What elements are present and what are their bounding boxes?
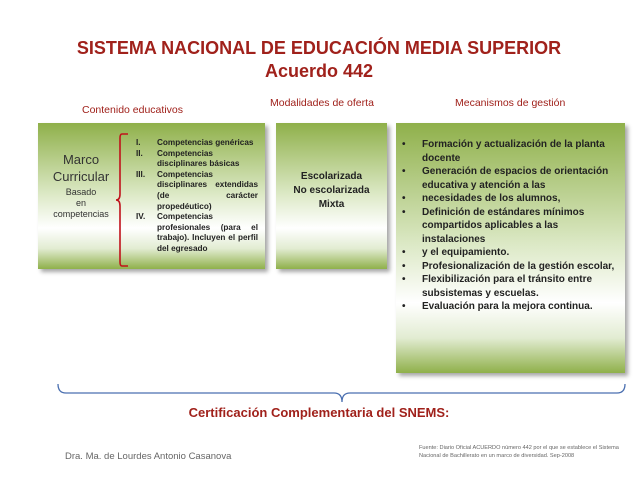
list-item-number: II. — [136, 148, 143, 158]
bullet-icon: • — [402, 193, 406, 204]
header-modalidades: Modalidades de oferta — [270, 97, 374, 109]
list-item-number: III. — [136, 169, 146, 179]
bullet-item — [402, 300, 620, 314]
list-item-number: I. — [136, 138, 141, 147]
bullet-icon: • — [402, 274, 406, 285]
bullet-icon: • — [402, 139, 406, 150]
bullet-icon: • — [402, 260, 406, 272]
bullet-icon: • — [402, 247, 406, 258]
bottom-brace-icon — [56, 382, 627, 406]
list-item — [136, 138, 258, 149]
list-item — [136, 149, 258, 170]
list-item-text: Competencias profesionales (para el trabajo). Incluyen el perfil del egresado — [157, 212, 258, 253]
bullet-item — [402, 246, 620, 260]
bullet-item — [402, 192, 620, 206]
list-item — [136, 212, 258, 254]
bullet-item — [402, 260, 620, 274]
source-note: Fuente: Diario Oficial ACUERDO número 442 por el que se establece el Sistema Nacional de Bachillerato en un marco de diversidad. Sep-2008 — [419, 445, 619, 459]
subtitle: Acuerdo 442 — [264, 61, 374, 81]
bullet-icon: • — [402, 166, 406, 177]
bullet-text: Formación y actualización de la planta docente — [422, 139, 605, 164]
list-item-text: Competencias disciplinares extendidas (de carácter propedéutico) — [157, 169, 258, 211]
bullet-text: necesidades de los alumnos, — [422, 193, 561, 204]
marco-label-line1: Marco — [62, 152, 100, 167]
bullet-text: Evaluación para la mejora continua. — [422, 301, 593, 312]
bullet-text: Definición de estándares mínimos compartidos aplicables a las instalaciones — [422, 206, 585, 245]
bullet-icon: • — [402, 206, 406, 218]
basado-line: competencias — [53, 209, 109, 219]
header-mecanismos: Mecanismos de gestión — [455, 97, 566, 109]
certificacion-title: Certificación Complementaria del SNEMS: — [188, 405, 450, 420]
list-item — [136, 170, 258, 212]
author-credit: Dra. Ma. de Lourdes Antonio Casanova — [65, 451, 232, 462]
main-title: SISTEMA NACIONAL DE EDUCACIÓN MEDIA SUPERIOR — [76, 38, 562, 58]
list-item-number: IV. — [136, 212, 146, 222]
marco-label-line2: Curricular — [52, 169, 110, 184]
bullet-text: Profesionalización de la gestión escolar, — [422, 260, 615, 272]
header-contenido: Contenido educativos — [82, 104, 183, 116]
bullet-icon: • — [402, 301, 406, 312]
mecanismos-list — [402, 138, 620, 314]
bullet-item — [402, 273, 620, 300]
list-item-text: Competencias disciplinares básicas — [157, 148, 240, 169]
bullet-text: Generación de espacios de orientación educativa y atención a las — [422, 166, 609, 191]
bullet-text: Flexibilización para el tránsito entre subsistemas y escuelas. — [422, 274, 593, 299]
modalidad-item: Escolarizada — [300, 171, 363, 182]
modalidad-item: Mixta — [318, 199, 345, 210]
bullet-item — [402, 206, 620, 247]
competencias-list — [136, 138, 258, 255]
marco-curricular-label — [40, 151, 122, 185]
bullet-text: y el equipamiento. — [422, 247, 510, 258]
modalidades-list — [276, 170, 387, 212]
list-item-text: Competencias genéricas — [157, 138, 254, 147]
modalidad-item: No escolarizada — [293, 185, 370, 196]
red-bracket-icon — [116, 132, 130, 268]
bullet-item — [402, 138, 620, 165]
basado-line: Basado — [65, 187, 97, 197]
basado-line: en — [75, 198, 86, 208]
bullet-item — [402, 165, 620, 192]
basado-competencias — [40, 187, 122, 220]
